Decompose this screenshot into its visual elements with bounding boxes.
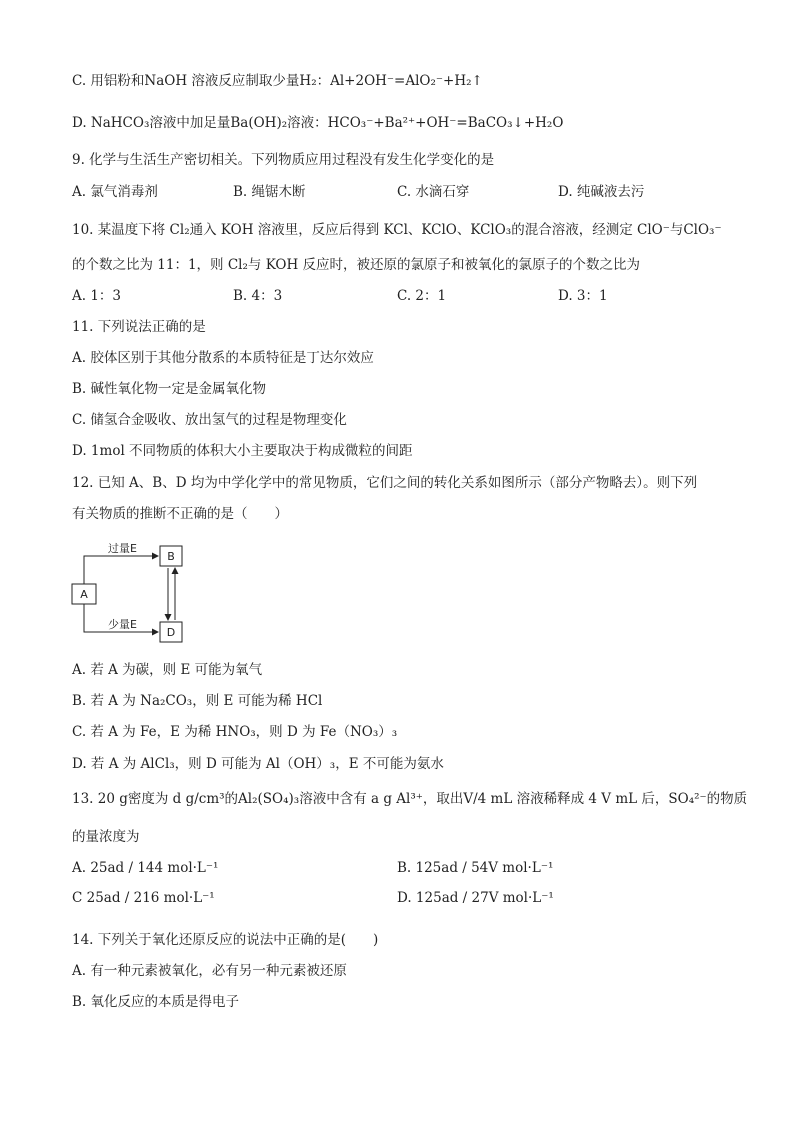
q14-option-b: B. 氧化反应的本质是得电子 bbox=[72, 994, 240, 1010]
arrow-a-to-b bbox=[84, 556, 158, 584]
q10-option-b: B. 4：3 bbox=[233, 288, 283, 304]
q8-option-c: C. 用铝粉和NaOH 溶液反应制取少量H₂：Al+2OH⁻=AlO₂⁻+H₂↑ bbox=[72, 73, 483, 89]
q13-option-b: B. 125ad / 54V mol·L⁻¹ bbox=[397, 860, 554, 876]
q12-stem-1: 12. 已知 A、B、D 均为中学化学中的常见物质，它们之间的转化关系如图所示（部分产物略去）。则下列 bbox=[72, 475, 698, 491]
q12-option-b: B. 若 A 为 Na₂CO₃，则 E 可能为稀 HCl bbox=[72, 693, 323, 709]
label-b: B bbox=[167, 550, 175, 563]
q10-stem-1: 10. 某温度下将 Cl₂通入 KOH 溶液里，反应后得到 KCl、KClO、KClO₃的混合溶液，经测定 ClO⁻与ClO₃⁻ bbox=[72, 222, 722, 238]
q13-stem-1: 13. 20 g密度为 d g/cm³的Al₂(SO₄)₃溶液中含有 a g Al³⁺，取出V/4 mL 溶液稀释成 4 V mL 后，SO₄²⁻的物质 bbox=[72, 791, 748, 807]
q10-option-c: C. 2：1 bbox=[397, 288, 447, 304]
q10-stem-2: 的个数之比为 11：1，则 Cl₂与 KOH 反应时，被还原的氯原子和被氧化的氯原子的个数之比为 bbox=[72, 257, 641, 273]
q9-option-b: B. 绳锯木断 bbox=[233, 184, 306, 200]
label-little-e: 少量E bbox=[108, 618, 137, 631]
q13-stem-2: 的量浓度为 bbox=[72, 829, 140, 845]
q12-option-d: D. 若 A 为 AlCl₃，则 D 可能为 Al（OH）₃，E 不可能为氨水 bbox=[72, 756, 444, 772]
q9-option-a: A. 氯气消毒剂 bbox=[72, 184, 158, 200]
q11-option-a: A. 胶体区别于其他分散系的本质特征是丁达尔效应 bbox=[72, 350, 374, 366]
q12-option-c: C. 若 A 为 Fe，E 为稀 HNO₃，则 D 为 Fe（NO₃）₃ bbox=[72, 724, 398, 740]
label-a: A bbox=[80, 588, 88, 601]
q14-option-a: A. 有一种元素被氧化，必有另一种元素被还原 bbox=[72, 963, 347, 979]
q13-option-c: C 25ad / 216 mol·L⁻¹ bbox=[72, 890, 215, 906]
q11-option-b: B. 碱性氧化物一定是金属氧化物 bbox=[72, 381, 267, 397]
q11-option-d: D. 1mol 不同物质的体积大小主要取决于构成微粒的间距 bbox=[72, 443, 413, 459]
q12-stem-2: 有关物质的推断不正确的是（ ） bbox=[72, 506, 288, 522]
q10-option-a: A. 1：3 bbox=[72, 288, 122, 304]
q9-stem: 9. 化学与生活生产密切相关。下列物质应用过程没有发生化学变化的是 bbox=[72, 152, 495, 168]
q9-option-c: C. 水滴石穿 bbox=[397, 184, 470, 200]
q13-option-a: A. 25ad / 144 mol·L⁻¹ bbox=[72, 860, 219, 876]
q14-stem: 14. 下列关于氧化还原反应的说法中正确的是( ) bbox=[72, 932, 379, 948]
q13-option-d: D. 125ad / 27V mol·L⁻¹ bbox=[397, 890, 554, 906]
conversion-diagram bbox=[60, 535, 220, 647]
q8-option-d: D. NaHCO₃溶液中加足量Ba(OH)₂溶液：HCO₃⁻+Ba²⁺+OH⁻=BaCO₃↓+H₂O bbox=[72, 115, 564, 131]
q11-stem: 11. 下列说法正确的是 bbox=[72, 319, 206, 335]
q12-option-a: A. 若 A 为碳，则 E 可能为氧气 bbox=[72, 662, 263, 678]
label-d: D bbox=[166, 626, 176, 639]
label-excess-e: 过量E bbox=[108, 542, 137, 555]
q11-option-c: C. 储氢合金吸收、放出氢气的过程是物理变化 bbox=[72, 412, 347, 428]
q9-option-d: D. 纯碱液去污 bbox=[558, 184, 645, 200]
q10-option-d: D. 3：1 bbox=[558, 288, 608, 304]
